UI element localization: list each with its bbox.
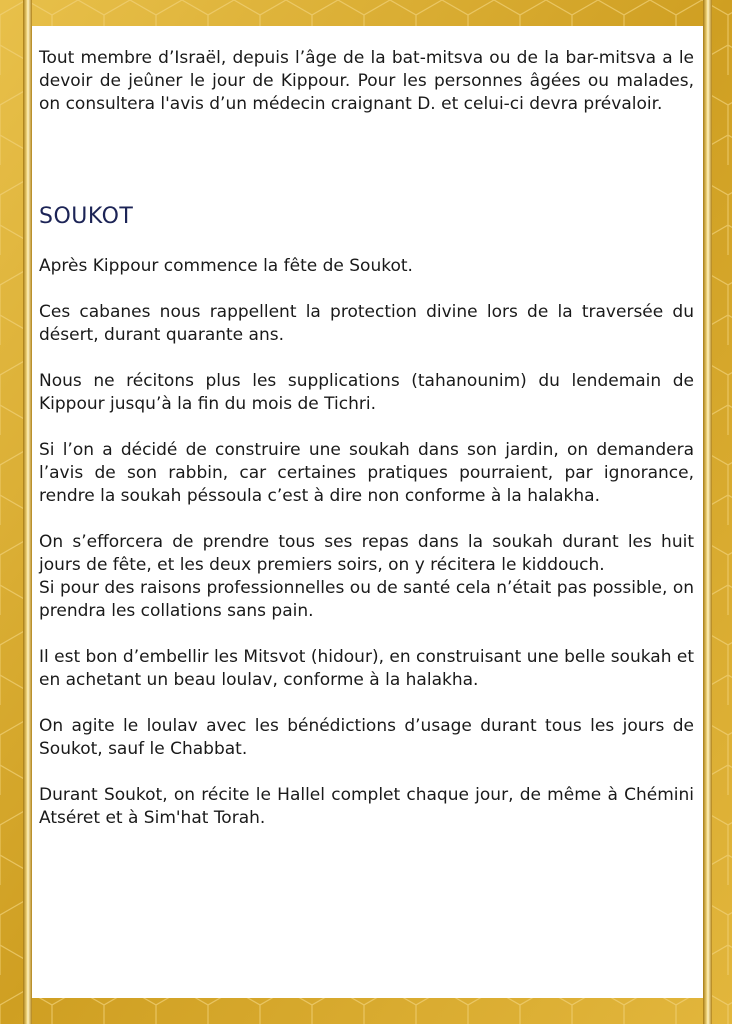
paragraph-1: Après Kippour commence la fête de Soukot. bbox=[39, 256, 413, 276]
section-spacer bbox=[39, 139, 694, 203]
page-panel bbox=[32, 26, 703, 998]
paragraph-6: Si pour des raisons professionnelles ou de santé cela n’était pas possible, on prendra les collations sans pain. bbox=[39, 578, 694, 621]
left-gold-border bbox=[23, 0, 32, 1024]
paragraph-8: On agite le loulav avec les bénédictions d’usage durant tous les jours de Soukot, sauf le Chabbat. bbox=[39, 716, 694, 759]
paragraph-3: Nous ne récitons plus les supplications (tahanounim) du lendemain de Kippour jusqu’à la fin du mois de Tichri. bbox=[39, 371, 694, 414]
paragraph-7: Il est bon d’embellir les Mitsvot (hidour), en construisant une belle soukah et en achetant un beau loulav, conforme à la halakha. bbox=[39, 647, 694, 690]
paragraph-9: Durant Soukot, on récite le Hallel complet chaque jour, de même à Chémini Atséret et à Sim'hat Torah. bbox=[39, 785, 694, 828]
paragraph-4: Si l’on a décidé de construire une soukah dans son jardin, on demandera l’avis de son rabbin, car certaines pratiques pourraient, par ignorance, rendre la soukah péssoula c’est à dire non conforme à la halakha. bbox=[39, 440, 694, 506]
intro-paragraph: Tout membre d’Israël, depuis l’âge de la bat-mitsva ou de la bar-mitsva a le devoir de jeûner le jour de Kippour. Pour les personnes âgées ou malades, on consultera l'avis d’un médecin craignant D. et celui-ci devra prévaloir. bbox=[39, 48, 694, 114]
section-heading: SOUKOT bbox=[39, 204, 134, 229]
document-content bbox=[39, 47, 694, 853]
paragraph-2: Ces cabanes nous rappellent la protection divine lors de la traversée du désert, durant quarante ans. bbox=[39, 302, 694, 345]
paragraph-5: On s’efforcera de prendre tous ses repas dans la soukah durant les huit jours de fête, et les deux premiers soirs, on y récitera le kiddouch. bbox=[39, 532, 694, 575]
right-gold-border bbox=[703, 0, 712, 1024]
